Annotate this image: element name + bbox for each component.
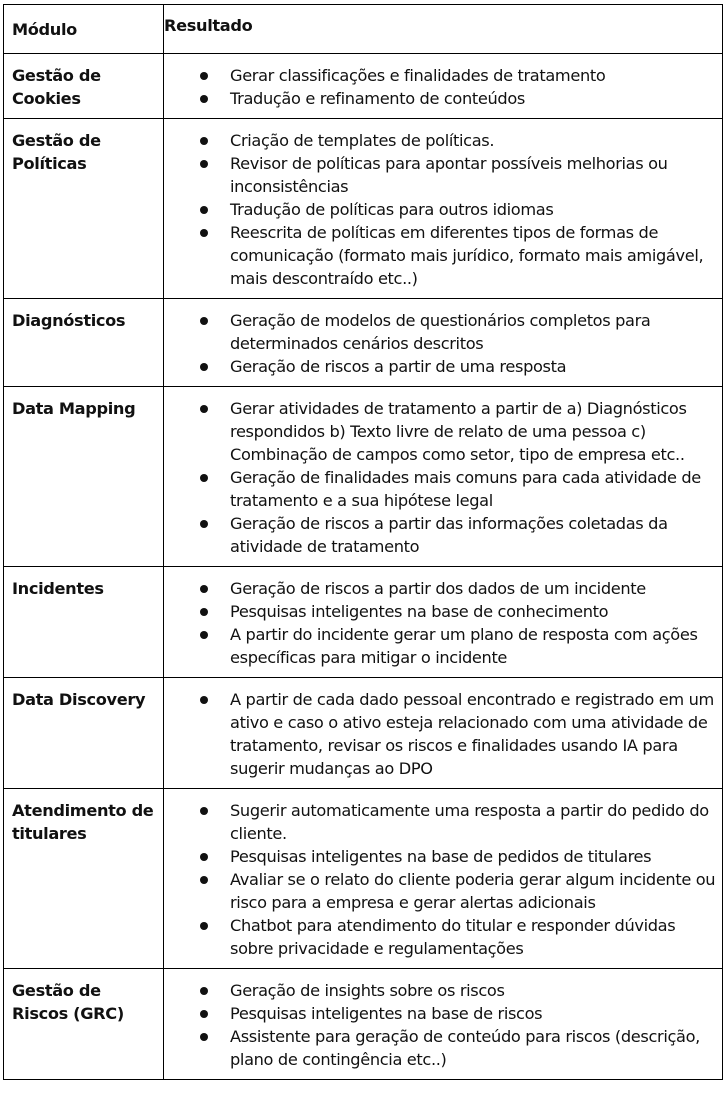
result-text: Geração de finalidades mais comuns para cada atividade de tratamento e a sua hipótese legal — [230, 468, 701, 510]
results-list — [164, 129, 716, 290]
result-text: Geração de insights sobre os riscos — [230, 981, 505, 1000]
results-list — [164, 577, 716, 669]
bullet-icon — [200, 696, 208, 704]
result-text: Geração de riscos a partir de uma resposta — [230, 357, 567, 376]
modules-table — [3, 4, 723, 1080]
result-item — [230, 512, 716, 558]
result-text: Geração de modelos de questionários completos para determinados cenários descritos — [230, 311, 651, 353]
result-text: Avaliar se o relato do cliente poderia gerar algum incidente ou risco para a empresa e gerar alertas adicionais — [230, 870, 716, 912]
header-module: Módulo — [4, 5, 164, 54]
table-row — [4, 299, 723, 387]
result-text: Revisor de políticas para apontar possíveis melhorias ou inconsistências — [230, 154, 668, 196]
bullet-icon — [200, 876, 208, 884]
module-results — [164, 54, 723, 119]
module-name: Incidentes — [4, 567, 164, 678]
module-name: Gestão de Riscos (GRC) — [4, 969, 164, 1080]
header-row — [4, 5, 723, 54]
table-row — [4, 678, 723, 789]
result-text: A partir do incidente gerar um plano de resposta com ações específicas para mitigar o incidente — [230, 625, 698, 667]
result-text: A partir de cada dado pessoal encontrado e registrado em um ativo e caso o ativo esteja relacionado com uma atividade de tratamento, revisar os riscos e finalidades usando IA para sugerir mudanças ao DPO — [230, 690, 714, 778]
module-results — [164, 299, 723, 387]
table-row — [4, 789, 723, 969]
result-item — [230, 129, 716, 152]
result-item — [230, 577, 716, 600]
module-name: Gestão de Políticas — [4, 119, 164, 299]
bullet-icon — [200, 1010, 208, 1018]
bullet-icon — [200, 137, 208, 145]
result-item — [230, 914, 716, 960]
result-text: Geração de riscos a partir dos dados de um incidente — [230, 579, 646, 598]
result-item — [230, 979, 716, 1002]
result-text: Reescrita de políticas em diferentes tipos de formas de comunicação (formato mais jurídico, formato mais amigável, mais descontraído etc..) — [230, 223, 704, 288]
bullet-icon — [200, 585, 208, 593]
results-list — [164, 397, 716, 558]
bullet-icon — [200, 474, 208, 482]
result-item — [230, 1025, 716, 1071]
table-row — [4, 54, 723, 119]
result-item — [230, 466, 716, 512]
result-item — [230, 64, 716, 87]
module-results — [164, 969, 723, 1080]
table-row — [4, 969, 723, 1080]
header-result: Resultado — [164, 5, 723, 54]
module-name: Data Discovery — [4, 678, 164, 789]
result-text: Pesquisas inteligentes na base de conhecimento — [230, 602, 609, 621]
table-row — [4, 567, 723, 678]
bullet-icon — [200, 807, 208, 815]
bullet-icon — [200, 520, 208, 528]
module-results — [164, 789, 723, 969]
result-text: Criação de templates de políticas. — [230, 131, 495, 150]
bullet-icon — [200, 853, 208, 861]
table-row — [4, 119, 723, 299]
result-text: Assistente para geração de conteúdo para riscos (descrição, plano de contingência etc..) — [230, 1027, 700, 1069]
table-row — [4, 387, 723, 567]
bullet-icon — [200, 631, 208, 639]
bullet-icon — [200, 405, 208, 413]
result-text: Pesquisas inteligentes na base de riscos — [230, 1004, 543, 1023]
result-text: Tradução de políticas para outros idiomas — [230, 200, 554, 219]
result-item — [230, 152, 716, 198]
bullet-icon — [200, 229, 208, 237]
table-body — [4, 54, 723, 1080]
module-name: Diagnósticos — [4, 299, 164, 387]
bullet-icon — [200, 95, 208, 103]
results-list — [164, 979, 716, 1071]
module-name: Atendimento de titulares — [4, 789, 164, 969]
result-text: Chatbot para atendimento do titular e responder dúvidas sobre privacidade e regulamentações — [230, 916, 676, 958]
result-item — [230, 845, 716, 868]
result-text: Gerar atividades de tratamento a partir de a) Diagnósticos respondidos b) Texto livre de relato de uma pessoa c) Combinação de campos como setor, tipo de empresa etc.. — [230, 399, 687, 464]
result-text: Sugerir automaticamente uma resposta a partir do pedido do cliente. — [230, 801, 709, 843]
results-list — [164, 799, 716, 960]
results-list — [164, 64, 716, 110]
result-item — [230, 600, 716, 623]
module-results — [164, 119, 723, 299]
module-name: Gestão de Cookies — [4, 54, 164, 119]
result-text: Tradução e refinamento de conteúdos — [230, 89, 525, 108]
results-list — [164, 309, 716, 378]
bullet-icon — [200, 922, 208, 930]
module-name: Data Mapping — [4, 387, 164, 567]
result-item — [230, 397, 716, 466]
bullet-icon — [200, 72, 208, 80]
module-results — [164, 678, 723, 789]
bullet-icon — [200, 160, 208, 168]
result-text: Geração de riscos a partir das informações coletadas da atividade de tratamento — [230, 514, 668, 556]
module-results — [164, 567, 723, 678]
result-item — [230, 688, 716, 780]
result-text: Gerar classificações e finalidades de tratamento — [230, 66, 606, 85]
bullet-icon — [200, 608, 208, 616]
bullet-icon — [200, 987, 208, 995]
results-list — [164, 688, 716, 780]
result-item — [230, 355, 716, 378]
result-item — [230, 868, 716, 914]
bullet-icon — [200, 206, 208, 214]
result-item — [230, 623, 716, 669]
result-item — [230, 1002, 716, 1025]
module-results — [164, 387, 723, 567]
bullet-icon — [200, 317, 208, 325]
result-item — [230, 87, 716, 110]
bullet-icon — [200, 1033, 208, 1041]
result-text: Pesquisas inteligentes na base de pedidos de titulares — [230, 847, 652, 866]
result-item — [230, 198, 716, 221]
result-item — [230, 309, 716, 355]
bullet-icon — [200, 363, 208, 371]
result-item — [230, 799, 716, 845]
result-item — [230, 221, 716, 290]
